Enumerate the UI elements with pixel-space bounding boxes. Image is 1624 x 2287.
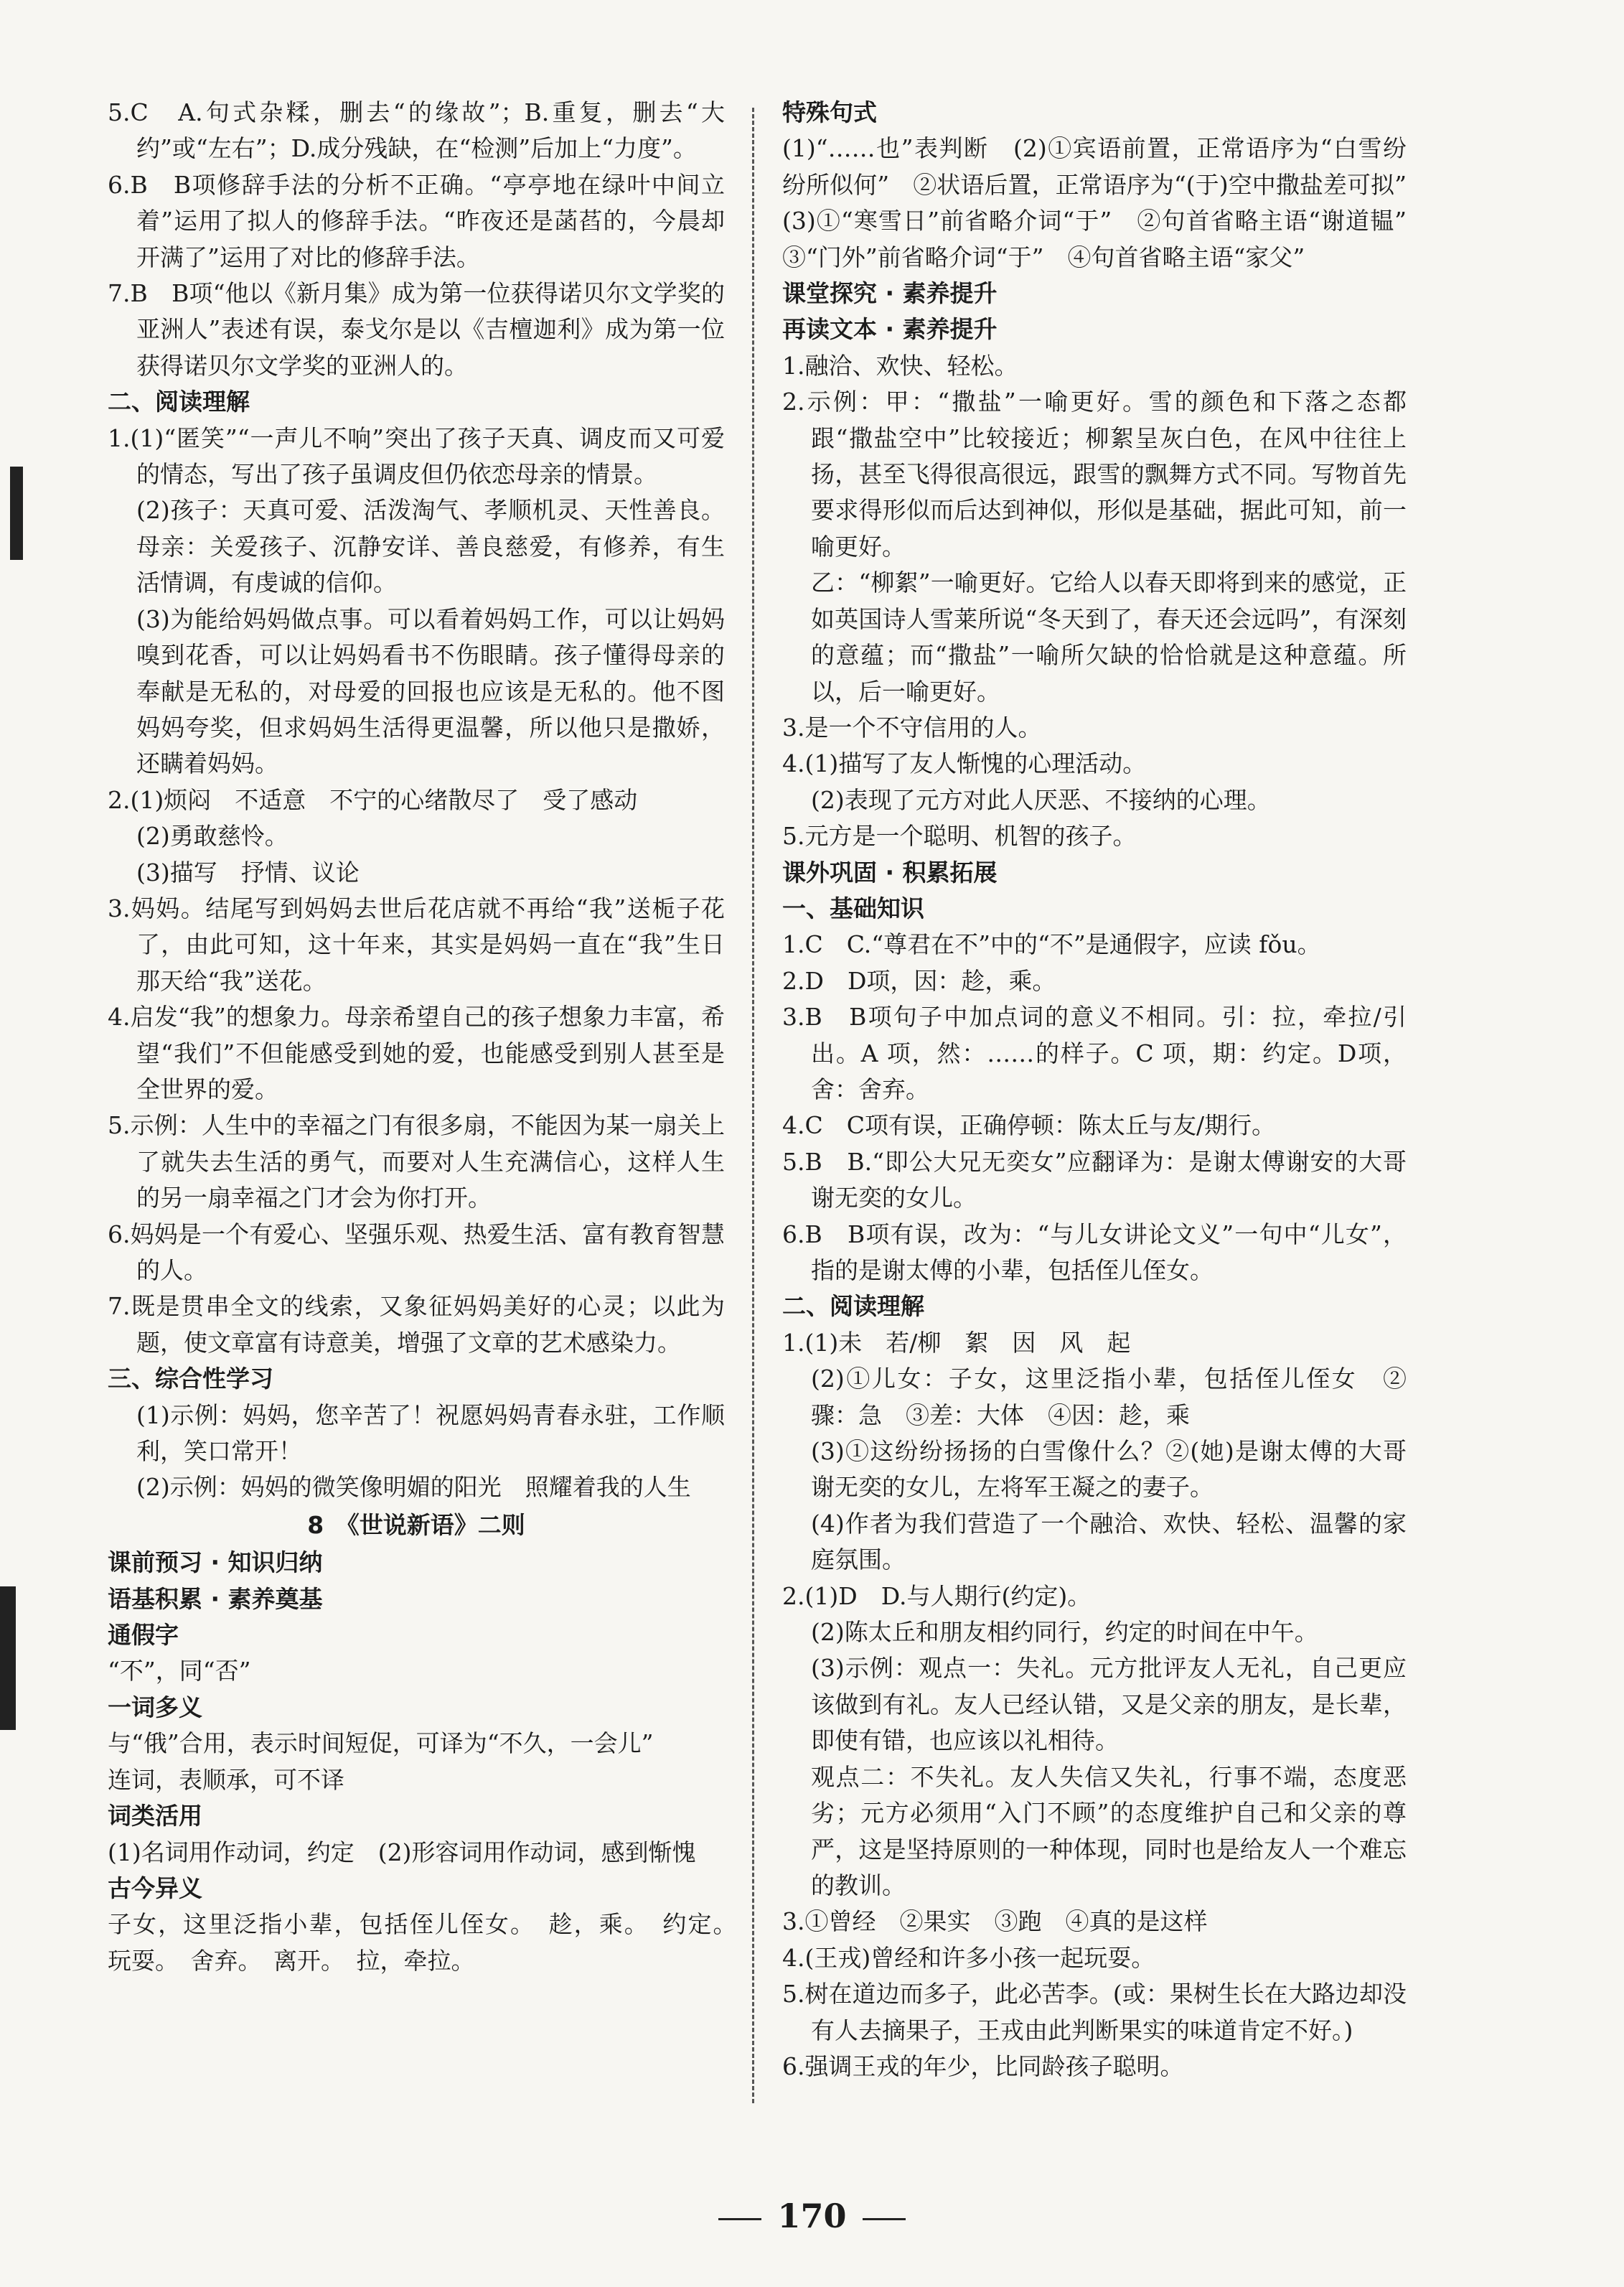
answer-item: 6.妈妈是一个有爱心、坚强乐观、热爱生活、富有教育智慧的人。 [108, 1220, 725, 1284]
section-heading: 语基积累 · 素养奠基 [108, 1584, 323, 1613]
text-line: (1)“……也”表判断 (2)①宾语前置，正常语序为“白雪纷纷所似何” ②状语后置，正常语序为“(于)空中撒盐差可拟” (3)①“寒雪日”前省略介词“于” ②句首省略主语“谢道韫” ③“门外”前省略介词“于” ④句首省略主语“家父” [782, 134, 1430, 271]
answer-item: 7.既是贯串全文的线索，又象征妈妈美好的心灵；以此为题，使文章富有诗意美，增强了文章的艺术感染力。 [108, 1292, 725, 1357]
answer-item: 5.树在道边而多子，此必苦李。(或：果树生长在大路边却没有人去摘果子，王戎由此判断果实的味道肯定不好。) [782, 1980, 1407, 2044]
section-heading: 课前预习 · 知识归纳 [108, 1548, 323, 1577]
answer-subitem: 观点二：不失礼。友人失信又失礼，行事不端，态度恶劣；元方必须用“入门不顾”的态度维护自己和父亲的尊严，这是坚持原则的一种体现，同时也是给友人一个难忘的教训。 [811, 1762, 1407, 1899]
answer-item: 4.C C项有误，正确停顿：陈太丘与友/期行。 [782, 1111, 1276, 1140]
answer-item: 7.B B项“他以《新月集》成为第一位获得诺贝尔文学奖的亚洲人”表述有误，泰戈尔是以《吉檀迦利》成为第一位获得诺贝尔文学奖的亚洲人的。 [108, 279, 725, 380]
answer-item: 2.D D项，因：趁，乘。 [782, 966, 1056, 995]
text-line: “不”，同“否” [108, 1657, 251, 1685]
answer-item: 1.(1)未 若/柳 絮 因 风 起 [782, 1328, 1131, 1357]
answer-item: 2.(1)烦闷 不适意 不宁的心绪散尽了 受了感动 [108, 785, 638, 814]
page-number-text: 170 [777, 2197, 847, 2235]
answer-subitem: 乙：“柳絮”一喻更好。它给人以春天即将到来的感觉，正如英国诗人雪莱所说“冬天到了，春天还会远吗”，有深刻的意蕴；而“撒盐”一喻所欠缺的恰恰就是这种意蕴。所以，后一喻更好。 [811, 569, 1407, 706]
answer-subitem: (2)表现了元方对此人厌恶、不接纳的心理。 [811, 785, 1271, 814]
text-line: 连词，表顺承，可不译 [108, 1765, 344, 1794]
page-number [0, 2197, 1624, 2235]
left-column [108, 95, 748, 1979]
answer-item: 5.示例：人生中的幸福之门有很多扇，不能因为某一扇关上了就失去生活的勇气，而要对人生充满信心，这样人生的另一扇幸福之门才会为你打开。 [108, 1111, 725, 1212]
answer-subitem: (2)示例：妈妈的微笑像明媚的阳光 照耀着我的人生 [136, 1473, 691, 1502]
answer-item: 2.(1)D D.与人期行(约定)。 [782, 1581, 1092, 1610]
answer-item: 5.B B.“即公大兄无奕女”应翻译为：是谢太傅谢安的大哥谢无奕的女儿。 [782, 1147, 1407, 1212]
answer-item: 1.C C.“尊君在不”中的“不”是通假字，应读 fǒu。 [782, 930, 1321, 959]
answer-item: 3.①曾经 ②果实 ③跑 ④真的是这样 [782, 1907, 1208, 1936]
answer-subitem: (2)孩子：天真可爱、活泼淘气、孝顺机灵、天性善良。母亲：关爱孩子、沉静安详、善良慈爱，有修养，有生活情调，有虔诚的信仰。 [136, 496, 725, 597]
answer-item: 5.元方是一个聪明、机智的孩子。 [782, 822, 1137, 851]
answer-item: 5.C A.句式杂糅，删去“的缘故”；B.重复，删去“大约”或“左右”；D.成分残缺，在“检测”后加上“力度”。 [108, 98, 725, 163]
scan-mark [10, 467, 23, 560]
answer-item: 3.B B项句子中加点词的意义不相同。引：拉，牵拉/引出。A 项，然：……的样子。C 项，期：约定。D项，舍：舍弃。 [782, 1003, 1407, 1103]
answer-item: 3.妈妈。结尾写到妈妈去世后花店就不再给“我”送栀子花了，由此可知，这十年来，其实是妈妈一直在“我”生日那天给“我”送花。 [108, 894, 725, 995]
answer-subitem: (3)示例：观点一：失礼。元方批评友人无礼，自己更应该做到有礼。友人已经认错，又是父亲的朋友，是长辈，即使有错，也应该以礼相待。 [811, 1654, 1407, 1755]
answer-item: 6.B B项修辞手法的分析不正确。“亭亭地在绿叶中间立着”运用了拟人的修辞手法。“昨夜还是菡萏的，今晨却开满了”运用了对比的修辞手法。 [108, 170, 725, 271]
answer-subitem: (2)勇敢慈怜。 [136, 822, 288, 851]
answer-item: 1.融洽、欢快、轻松。 [782, 351, 1018, 380]
section-heading: 古今异义 [108, 1874, 202, 1902]
right-column [782, 95, 1430, 2085]
answer-subitem: (1)示例：妈妈，您辛苦了！祝愿妈妈青春永驻，工作顺利，笑口常开！ [136, 1400, 725, 1466]
text-line: 子女，这里泛指小辈，包括侄儿侄女。 趁，乘。 约定。 玩耍。 舍弃。 离开。 拉，牵拉。 [108, 1910, 748, 1975]
section-heading: 词类活用 [108, 1802, 202, 1830]
answer-item: 1.(1)“匿笑”“一声儿不响”突出了孩子天真、调皮而又可爱的情态，写出了孩子虽调皮但仍依恋母亲的情景。 [108, 424, 725, 489]
text-line: (1)名词用作动词，约定 (2)形容词用作动词，感到惭愧 [108, 1838, 696, 1866]
answer-item: 3.是一个不守信用的人。 [782, 713, 1042, 742]
answer-subitem: (2)①儿女：子女，这里泛指小辈，包括侄儿侄女 ②骤：急 ③差：大体 ④因：趁，乘 [811, 1365, 1407, 1429]
section-heading: 课堂探究 · 素养提升 [782, 279, 998, 308]
section-heading: 特殊句式 [782, 98, 877, 126]
answer-item: 2.示例：甲：“撒盐”一喻更好。雪的颜色和下落之态都跟“撒盐空中”比较接近；柳絮呈灰白色，在风中往往上扬，甚至飞得很高很远，跟雪的飘舞方式不同。写物首先要求得形似而后达到神似，形似是基础，据此可知，前一喻更好。 [782, 388, 1407, 561]
section-heading: 通假字 [108, 1621, 179, 1650]
answer-subitem: (3)为能给妈妈做点事。可以看着妈妈工作，可以让妈妈嗅到花香，可以让妈妈看书不伤眼睛。孩子懂得母亲的奉献是无私的，对母爱的回报也应该是无私的。他不图妈妈夸奖，但求妈妈生活得更温馨，所以他只是撒娇，还瞒着妈妈。 [136, 604, 725, 778]
answer-subitem: (2)陈太丘和朋友相约同行，约定的时间在中午。 [811, 1618, 1318, 1647]
answer-item: 6.B B项有误，改为：“与儿女讲论文义”一句中“儿女”，指的是谢太傅的小辈，包括侄儿侄女。 [782, 1220, 1407, 1284]
answer-item: 6.强调王戎的年少，比同龄孩子聪明。 [782, 2052, 1184, 2080]
section-heading: 再读文本 · 素养提升 [782, 315, 998, 344]
section-heading: 课外巩固 · 积累拓展 [782, 858, 998, 887]
section-heading: 二、阅读理解 [108, 388, 250, 416]
answer-subitem: (4)作者为我们营造了一个融洽、欢快、轻松、温馨的家庭氛围。 [811, 1509, 1407, 1574]
lesson-title: 8 《世说新语》二则 [307, 1510, 525, 1539]
section-heading: 一词多义 [108, 1693, 202, 1721]
column-divider [752, 108, 754, 2103]
answer-subitem: (3)①这纷纷扬扬的白雪像什么？②(她)是谢太傅的大哥谢无奕的女儿，左将军王凝之的妻子。 [811, 1437, 1407, 1502]
answer-item: 4.(王戎)曾经和许多小孩一起玩耍。 [782, 1943, 1155, 1972]
answer-item: 4.(1)描写了友人惭愧的心理活动。 [782, 749, 1147, 778]
text-line: 与“俄”合用，表示时间短促，可译为“不久，一会儿” [108, 1729, 654, 1758]
section-heading: 三、综合性学习 [108, 1365, 273, 1393]
answer-item: 4.启发“我”的想象力。母亲希望自己的孩子想象力丰富，希望“我们”不但能感受到她的爱，也能感受到别人甚至是全世界的爱。 [108, 1003, 725, 1103]
section-heading: 一、基础知识 [782, 894, 924, 922]
scan-mark [0, 1586, 16, 1730]
answer-subitem: (3)描写 抒情、议论 [136, 858, 360, 887]
section-heading: 二、阅读理解 [782, 1292, 924, 1321]
